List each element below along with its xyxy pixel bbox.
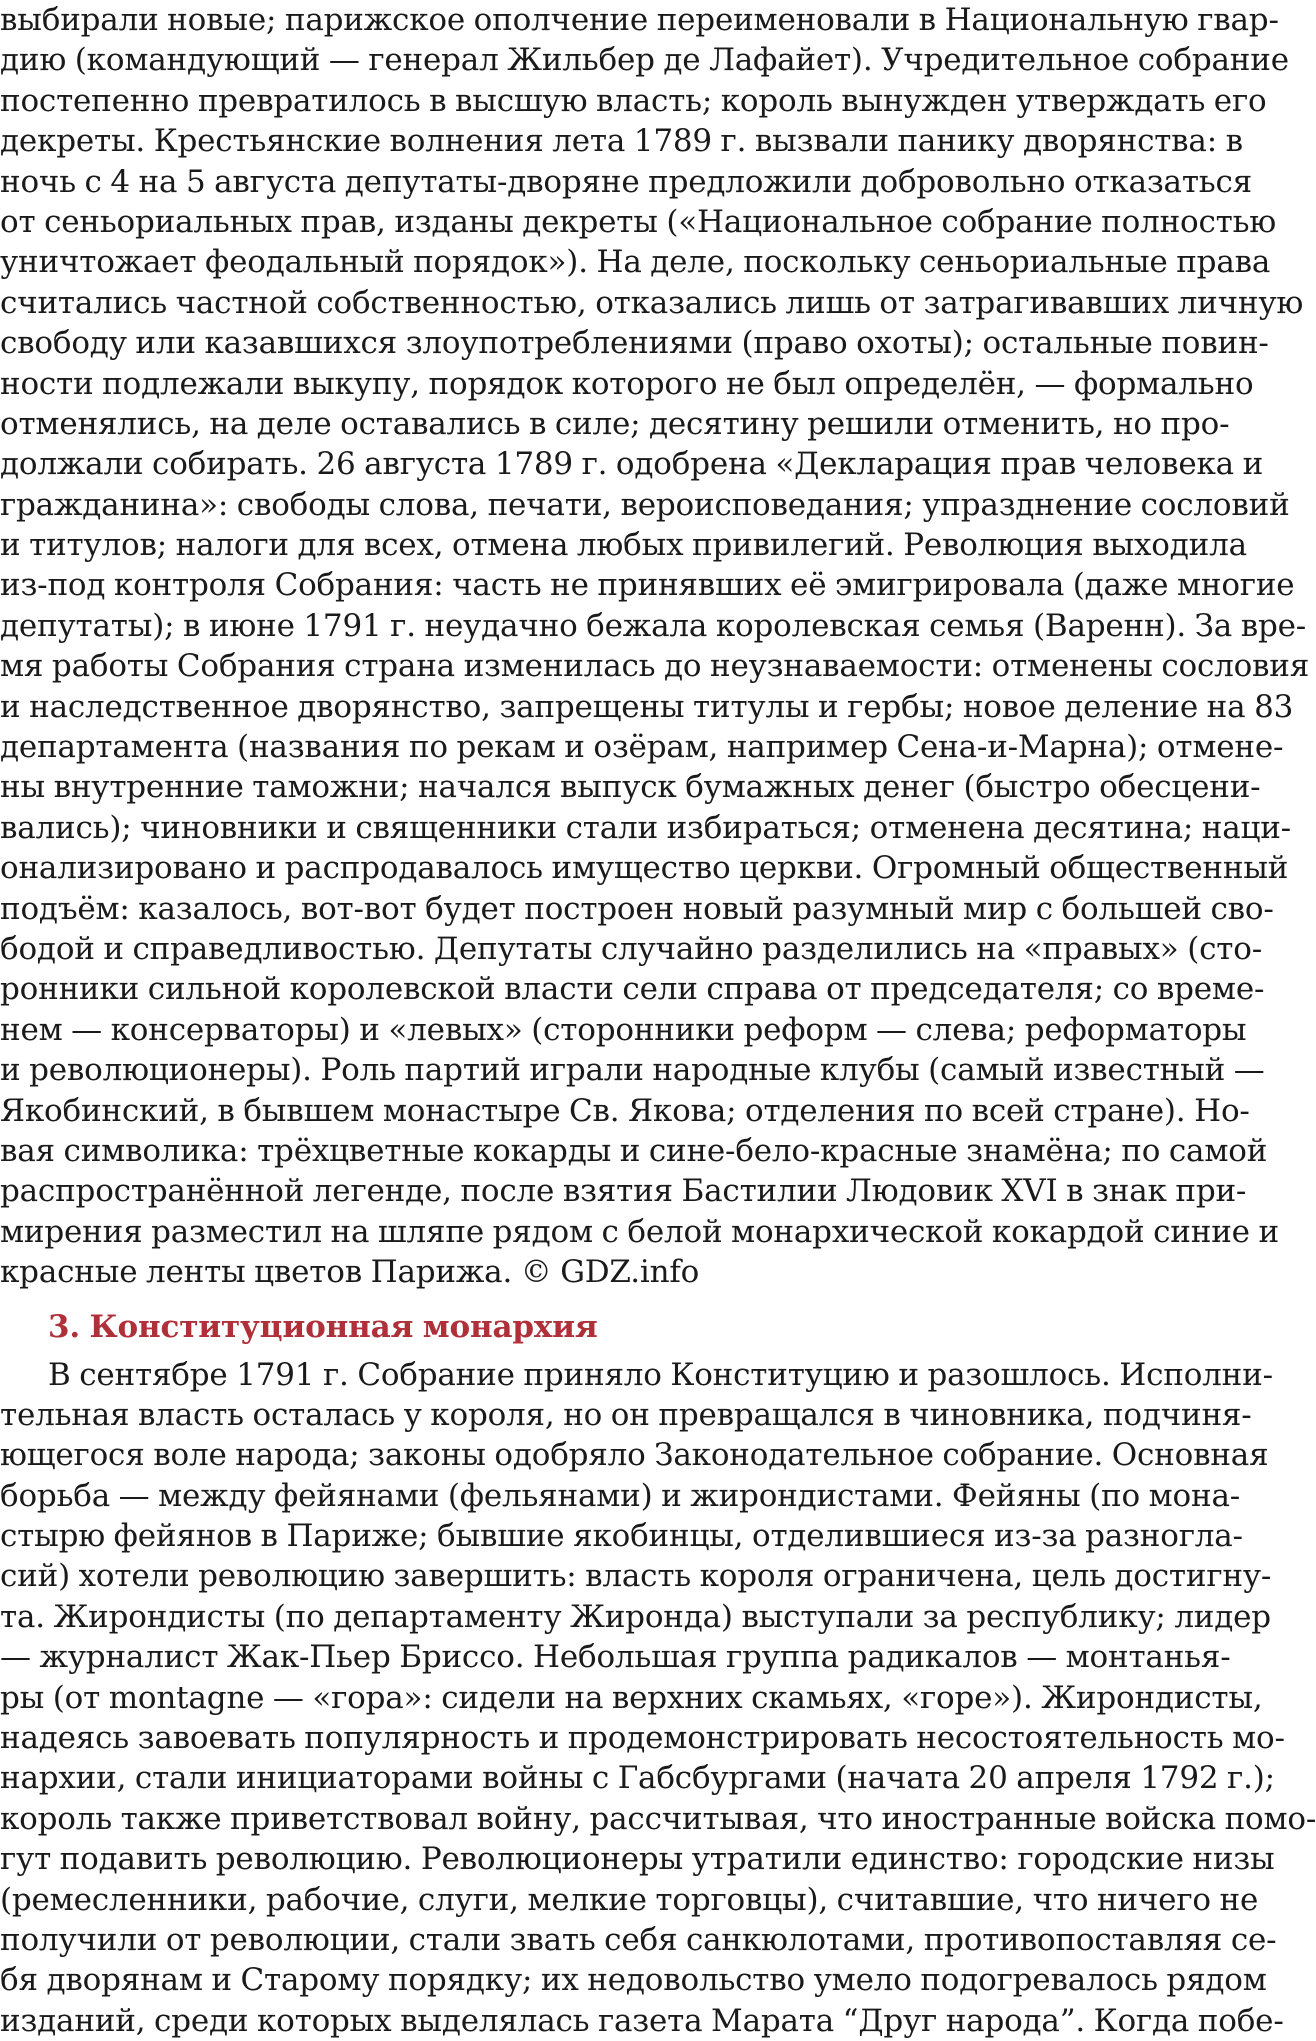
- text-line: уничтожает феодальный порядок»). На деле, поскольку сеньориальные права: [0, 242, 1181, 282]
- text-line: король также приветствовал войну, рассчитывая, что иностранные войска помо-: [0, 1799, 1181, 1839]
- text-line: мя работы Собрания страна изменилась до неузнаваемости: отменены сословия: [0, 646, 1181, 686]
- text-line: нем — консерваторы) и «левых» (сторонники реформ — слева; реформаторы: [0, 1010, 1181, 1050]
- text-line: ны внутренние таможни; начался выпуск бумажных денег (быстро обесцени-: [0, 767, 1181, 807]
- text-line: онализировано и распродавалось имущество церкви. Огромный общественный: [0, 848, 1181, 888]
- text-line: надеясь завоевать популярность и продемонстрировать несостоятельность мо-: [0, 1718, 1181, 1758]
- text-line: и революционеры). Роль партий играли народные клубы (самый известный —: [0, 1050, 1181, 1090]
- text-line: от сеньориальных прав, изданы декреты («Национальное собрание полностью: [0, 202, 1181, 242]
- text-line: должали собирать. 26 августа 1789 г. одобрена «Декларация прав человека и: [0, 444, 1181, 484]
- text-line: борьба — между фейянами (фельянами) и жирондистами. Фейяны (по мона-: [0, 1476, 1181, 1516]
- text-line: подъём: казалось, вот-вот будет построен новый разумный мир с большей сво-: [0, 889, 1181, 929]
- text-line: свободу или казавшихся злоупотреблениями (право охоты); остальные повин-: [0, 323, 1181, 363]
- text-line: бодой и справедливостью. Депутаты случайно разделились на «правых» (сто-: [0, 929, 1181, 969]
- text-line: тельная власть осталась у короля, но он превращался в чиновника, подчиня-: [0, 1395, 1181, 1435]
- text-line: гражданина»: свободы слова, печати, вероисповедания; упразднение сословий: [0, 485, 1181, 525]
- text-line: ронники сильной королевской власти сели справа от председателя; со време-: [0, 969, 1181, 1009]
- paragraph-2: [0, 1355, 1181, 2041]
- text-line: (ремесленники, рабочие, слуги, мелкие торговцы), считавшие, что ничего не: [0, 1880, 1181, 1920]
- text-line: изданий, среди которых выделялась газета Марата “Друг народа”. Когда побе-: [0, 2001, 1181, 2041]
- text-line: постепенно превратилось в высшую власть; король вынужден утверждать его: [0, 81, 1181, 121]
- text-line: В сентябре 1791 г. Собрание приняло Конституцию и разошлось. Исполни-: [0, 1355, 1181, 1395]
- text-line: Якобинский, в бывшем монастыре Св. Якова; отделения по всей стране). Но-: [0, 1091, 1181, 1131]
- text-line: и наследственное дворянство, запрещены титулы и гербы; новое деление на 83: [0, 687, 1181, 727]
- text-line: распространённой легенде, после взятия Бастилии Людовик XVI в знак при-: [0, 1171, 1181, 1211]
- text-line: дию (командующий — генерал Жильбер де Лафайет). Учредительное собрание: [0, 40, 1181, 80]
- text-line: нархии, стали инициаторами войны с Габсбургами (начата 20 апреля 1792 г.);: [0, 1758, 1181, 1798]
- text-line: — журналист Жак-Пьер Бриссо. Небольшая группа радикалов — монтанья-: [0, 1637, 1181, 1677]
- text-line: мирения разместил на шляпе рядом с белой монархической кокардой синие и: [0, 1212, 1181, 1252]
- text-line: красные ленты цветов Парижа. © GDZ.info: [0, 1252, 1181, 1292]
- text-line: отменялись, на деле оставались в силе; десятину решили отменить, но про-: [0, 404, 1181, 444]
- text-line: стырю фейянов в Париже; бывшие якобинцы, отделившиеся из-за разногла-: [0, 1516, 1181, 1556]
- text-line: декреты. Крестьянские волнения лета 1789 г. вызвали панику дворянства: в: [0, 121, 1181, 161]
- text-line: ры (от montagne — «гора»: сидели на верхних скамьях, «горе»). Жирондисты,: [0, 1678, 1181, 1718]
- text-line: и титулов; налоги для всех, отмена любых привилегий. Революция выходила: [0, 525, 1181, 565]
- text-line: считались частной собственностью, отказались лишь от затрагивавших личную: [0, 283, 1181, 323]
- text-line: сий) хотели революцию завершить: власть короля ограничена, цель достигну-: [0, 1556, 1181, 1596]
- text-line: вая символика: трёхцветные кокарды и сине-бело-красные знамёна; по самой: [0, 1131, 1181, 1171]
- text-line: гут подавить революцию. Революционеры утратили единство: городские низы: [0, 1839, 1181, 1879]
- text-line: депутаты); в июне 1791 г. неудачно бежала королевская семья (Варенн). За вре-: [0, 606, 1181, 646]
- text-line: ности подлежали выкупу, порядок которого не был определён, — формально: [0, 364, 1181, 404]
- text-line: из-под контроля Собрания: часть не принявших её эмигрировала (даже многие: [0, 565, 1181, 605]
- text-line: получили от революции, стали звать себя санкюлотами, противопоставляя се-: [0, 1920, 1181, 1960]
- text-line: департамента (названия по рекам и озёрам, например Сена-и-Марна); отмене-: [0, 727, 1181, 767]
- text-line: выбирали новые; парижское ополчение переименовали в Национальную гвар-: [0, 0, 1181, 40]
- text-line: ночь с 4 на 5 августа депутаты-дворяне предложили добровольно отказаться: [0, 162, 1181, 202]
- text-line: вались); чиновники и священники стали избираться; отменена десятина; наци-: [0, 808, 1181, 848]
- text-line: та. Жирондисты (по департаменту Жиронда) выступали за республику; лидер: [0, 1597, 1181, 1637]
- text-line: бя дворянам и Старому порядку; их недовольство умело подогревалось рядом: [0, 1960, 1181, 2000]
- text-line: ющегося воле народа; законы одобряло Законодательное собрание. Основная: [0, 1435, 1181, 1475]
- section-heading: 3. Конституционная монархия: [0, 1299, 1181, 1355]
